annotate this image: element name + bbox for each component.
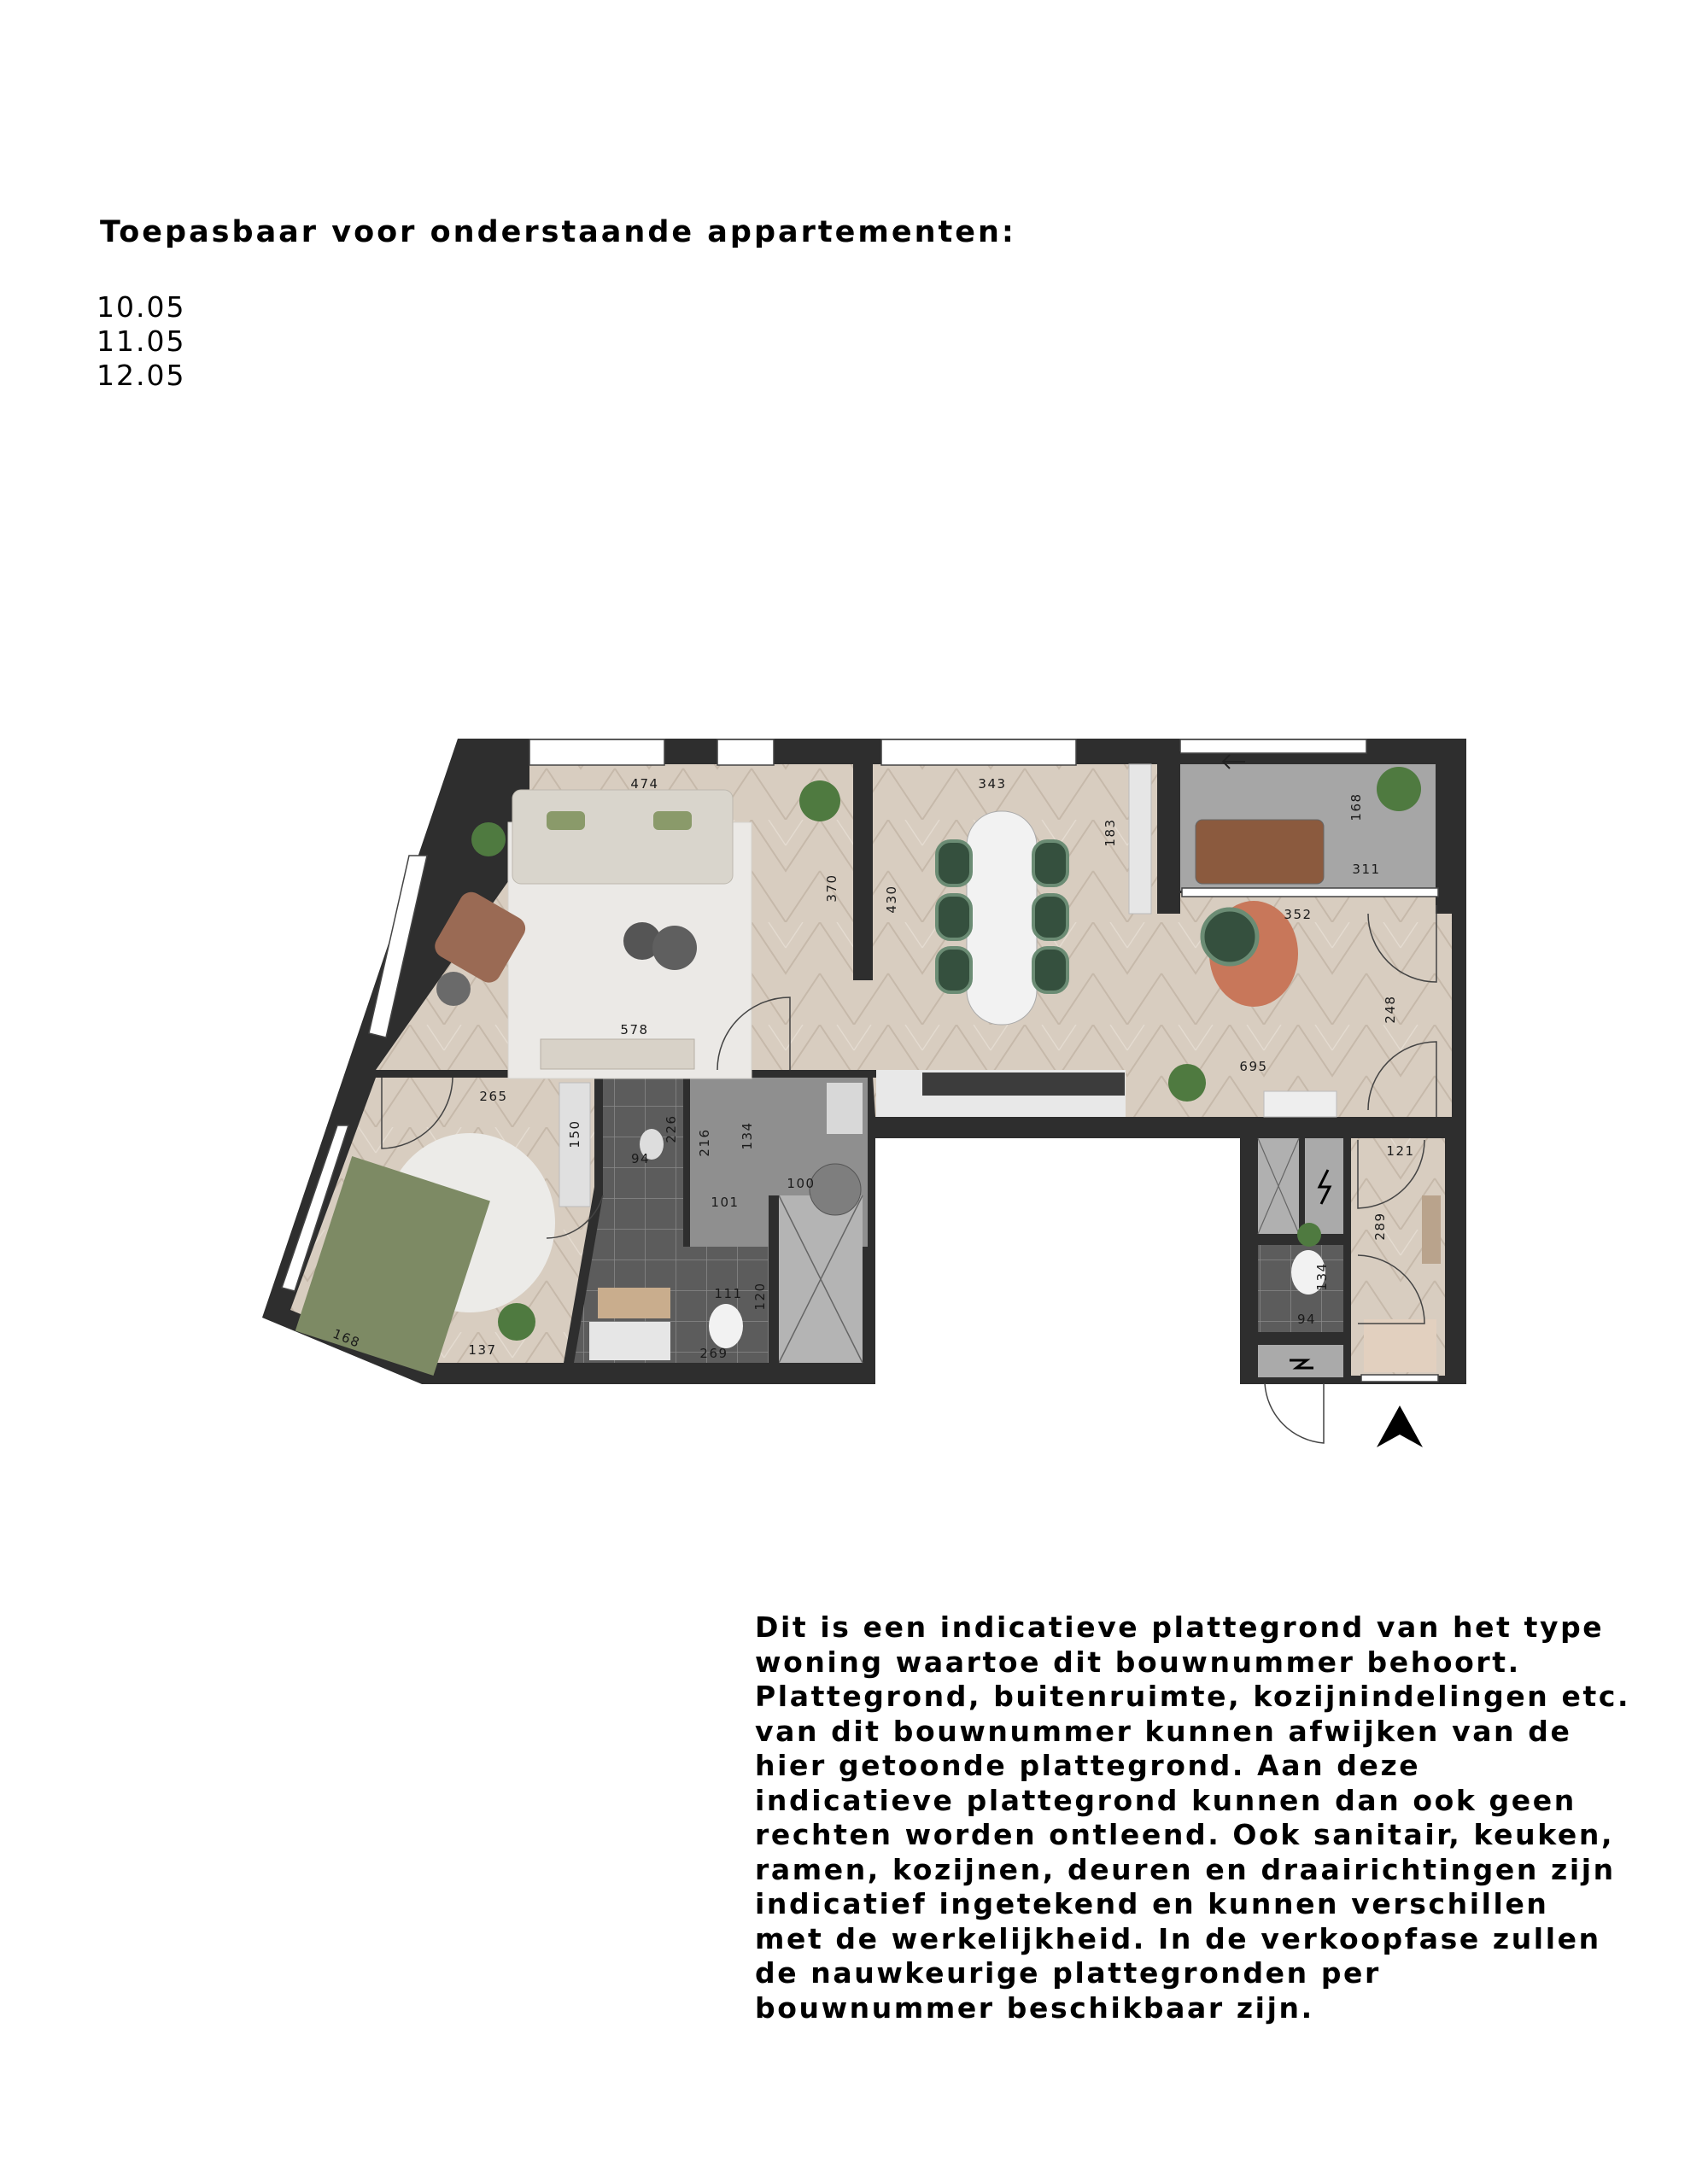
disclaimer-line: de nauwkeurige plattegronden per xyxy=(755,1956,1381,1990)
dim-wardrobe: 150 xyxy=(567,1119,582,1148)
cushion xyxy=(547,811,585,830)
dim-utility-width: 101 xyxy=(711,1195,740,1210)
kitchen-counter-top xyxy=(922,1072,1125,1096)
washing-machine xyxy=(810,1164,861,1215)
sideboard xyxy=(1129,764,1151,914)
bath-bench xyxy=(598,1288,670,1318)
front-door-frame[interactable] xyxy=(1361,1375,1438,1382)
disclaimer-line: Plattegrond, buitenruimte, kozijnindelingen etc. xyxy=(755,1680,1631,1713)
dim-lounge-width: 352 xyxy=(1284,907,1313,922)
desk xyxy=(1264,1091,1337,1117)
dim-toilet-width: 94 xyxy=(1296,1312,1317,1327)
bathtub-sink xyxy=(589,1322,670,1360)
dim-entrance-depth: 289 xyxy=(1372,1212,1388,1241)
dim-bathroom-toilet: 120 xyxy=(752,1282,768,1311)
dim-kitchen-width: 695 xyxy=(1239,1059,1268,1074)
dim-dining-width: 343 xyxy=(978,776,1007,792)
apartment-number: 10.05 xyxy=(97,290,186,324)
window[interactable] xyxy=(717,739,774,765)
dim-dining-depth: 430 xyxy=(884,885,899,914)
dining-table xyxy=(967,811,1037,1025)
window[interactable] xyxy=(529,739,664,765)
dining-chair xyxy=(937,895,971,939)
north-arrow-icon xyxy=(1377,1406,1423,1447)
dim-living-width: 474 xyxy=(630,776,659,792)
balcony-door[interactable] xyxy=(1182,888,1438,897)
dim-utility-alcove-width: 100 xyxy=(787,1176,816,1191)
apartment-number: 12.05 xyxy=(97,359,186,392)
disclaimer-line: woning waartoe dit bouwnummer behoort. xyxy=(755,1645,1521,1679)
disclaimer-line: indicatief ingetekend en kunnen verschillen xyxy=(755,1887,1549,1920)
disclaimer-text xyxy=(755,1610,1660,2025)
dim-bed-width: 168 xyxy=(330,1325,363,1351)
plant xyxy=(471,822,506,856)
plant xyxy=(1168,1064,1206,1102)
plant xyxy=(1297,1223,1321,1247)
plant xyxy=(799,780,840,821)
dryer xyxy=(827,1083,863,1134)
dim-shower-width: 94 xyxy=(630,1151,651,1166)
cushion xyxy=(653,811,692,830)
disclaimer-line: van dit bouwnummer kunnen afwijken van de xyxy=(755,1714,1572,1748)
disclaimer-line: hier getoonde plattegrond. Aan deze xyxy=(755,1749,1421,1782)
disclaimer-line: ramen, kozijnen, deuren en draairichtingen zijn xyxy=(755,1852,1616,1886)
plant-stand xyxy=(436,972,471,1006)
door-swing xyxy=(1265,1383,1324,1443)
disclaimer-line: met de werkelijkheid. In de verkoopfase zullen xyxy=(755,1921,1601,1955)
dining-chair xyxy=(1033,895,1068,939)
dim-bedroom-side: 137 xyxy=(468,1342,497,1358)
coat-rack xyxy=(1422,1195,1441,1264)
dim-entrance-width: 121 xyxy=(1386,1143,1415,1159)
dim-balcony-depth: 168 xyxy=(1348,792,1364,821)
side-table xyxy=(652,926,697,970)
toilet xyxy=(709,1304,743,1348)
plant xyxy=(1377,767,1421,811)
dim-bedroom-width: 265 xyxy=(479,1089,508,1104)
dim-bathroom-width: 269 xyxy=(699,1346,728,1361)
dim-hall-depth: 248 xyxy=(1383,995,1398,1024)
lounge-chair xyxy=(1202,909,1257,964)
dim-living-depth: 370 xyxy=(824,874,839,903)
dim-bathroom-inner: 111 xyxy=(714,1286,743,1301)
page-heading: Toepasbaar voor onderstaande appartementen: xyxy=(100,215,1016,249)
dining-chair xyxy=(937,948,971,992)
dim-utility-depth: 216 xyxy=(697,1128,712,1157)
disclaimer-line: indicatieve plattegrond kunnen dan ook geen xyxy=(755,1783,1576,1817)
dim-toilet-depth: 134 xyxy=(1314,1262,1330,1291)
window[interactable] xyxy=(881,739,1076,765)
disclaimer-line: rechten worden ontleend. Ook sanitair, keuken, xyxy=(755,1818,1615,1851)
tv-cabinet xyxy=(541,1039,694,1069)
apartment-number: 11.05 xyxy=(97,324,186,358)
dim-balcony-width: 311 xyxy=(1352,862,1381,877)
dining-chair xyxy=(937,841,971,885)
disclaimer-line: Dit is een indicatieve plattegrond van het type xyxy=(755,1610,1605,1644)
disclaimer-line: bouwnummer beschikbaar zijn. xyxy=(755,1990,1314,2025)
dim-shower-depth: 226 xyxy=(664,1114,679,1143)
dining-chair xyxy=(1033,841,1068,885)
doormat xyxy=(1364,1319,1436,1372)
lounge-sofa xyxy=(1196,820,1324,884)
dim-utility-alcove-depth: 134 xyxy=(740,1121,755,1150)
plant xyxy=(498,1303,535,1341)
sofa xyxy=(512,790,733,884)
dim-living-width-bottom: 578 xyxy=(620,1022,649,1037)
dining-chair xyxy=(1033,948,1068,992)
window[interactable] xyxy=(1180,739,1366,753)
dim-cabinet: 183 xyxy=(1103,818,1118,847)
